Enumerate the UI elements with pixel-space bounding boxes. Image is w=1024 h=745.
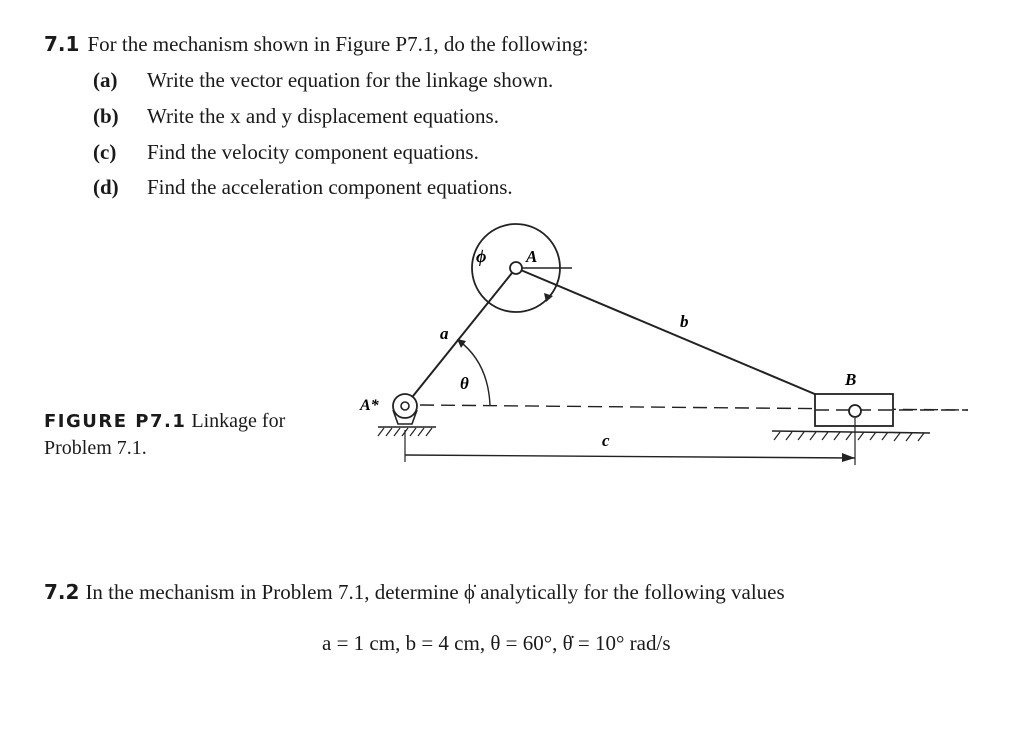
problem-text: In the mechanism in Problem 7.1, determine ϕ̇ analytically for the following values — [85, 580, 785, 604]
theta-arrowhead — [457, 339, 466, 348]
task-label: (d) — [93, 175, 119, 199]
task-text: Write the x and y displacement equations. — [147, 104, 499, 128]
task-label: (c) — [93, 140, 117, 164]
label-phi: ϕ — [476, 246, 487, 266]
problem-number: 7.2 — [44, 580, 80, 604]
pivot-A-star-inner — [401, 402, 409, 410]
task-label: (a) — [93, 68, 118, 92]
label-A: A — [526, 247, 538, 266]
problem-number: 7.1 — [44, 32, 80, 56]
dimension-c-line — [405, 455, 855, 458]
task-text: Find the acceleration component equations. — [147, 175, 513, 199]
theta-arc — [458, 340, 490, 405]
task-label: (b) — [93, 104, 119, 128]
task-text: Find the velocity component equations. — [147, 140, 479, 164]
figure-caption-text: Linkage for Problem 7.1. — [44, 410, 286, 459]
dimension-c-arrowhead — [842, 453, 855, 462]
task-text: Write the vector equation for the linkage shown. — [147, 68, 554, 92]
label-b: b — [680, 312, 689, 331]
problem-intro: For the mechanism shown in Figure P7.1, do the following: — [87, 32, 589, 56]
given-values-equation: a = 1 cm, b = 4 cm, θ = 60°, θ̇ = 10° rad/s — [322, 631, 671, 655]
link-b — [516, 268, 855, 411]
label-B: B — [845, 370, 857, 389]
pin-A — [510, 262, 522, 274]
label-theta: θ — [460, 374, 469, 393]
label-a: a — [440, 324, 449, 343]
problem-7-2-statement — [44, 580, 785, 605]
label-c: c — [602, 431, 610, 450]
figure-caption-id: FIGURE P7.1 — [44, 411, 187, 432]
label-A-star: A* — [360, 397, 379, 414]
pin-B — [849, 405, 861, 417]
